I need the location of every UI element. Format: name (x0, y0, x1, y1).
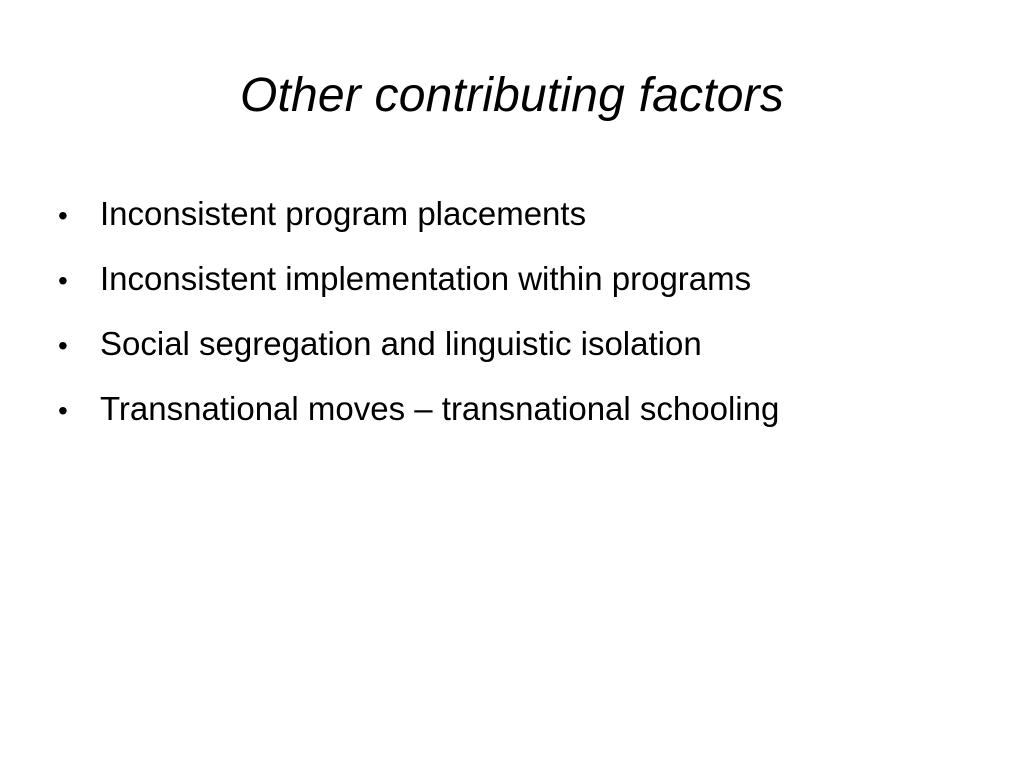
slide-title: Other contributing factors (239, 69, 785, 122)
bullet-text: Transnational moves – transnational schooling (100, 390, 780, 427)
bullet-icon: • (58, 200, 68, 231)
bullet-item (58, 314, 998, 379)
bullet-item (58, 184, 998, 249)
bullet-item (58, 379, 998, 444)
bullet-list (58, 184, 998, 444)
bullet-text: Inconsistent program placements (100, 195, 587, 232)
bullet-item (58, 249, 998, 314)
bullet-icon: • (58, 330, 68, 361)
bullet-icon: • (58, 395, 68, 426)
bullet-text: Inconsistent implementation within programs (100, 260, 752, 297)
bullet-icon: • (58, 265, 68, 296)
bullet-text: Social segregation and linguistic isolation (100, 325, 702, 362)
